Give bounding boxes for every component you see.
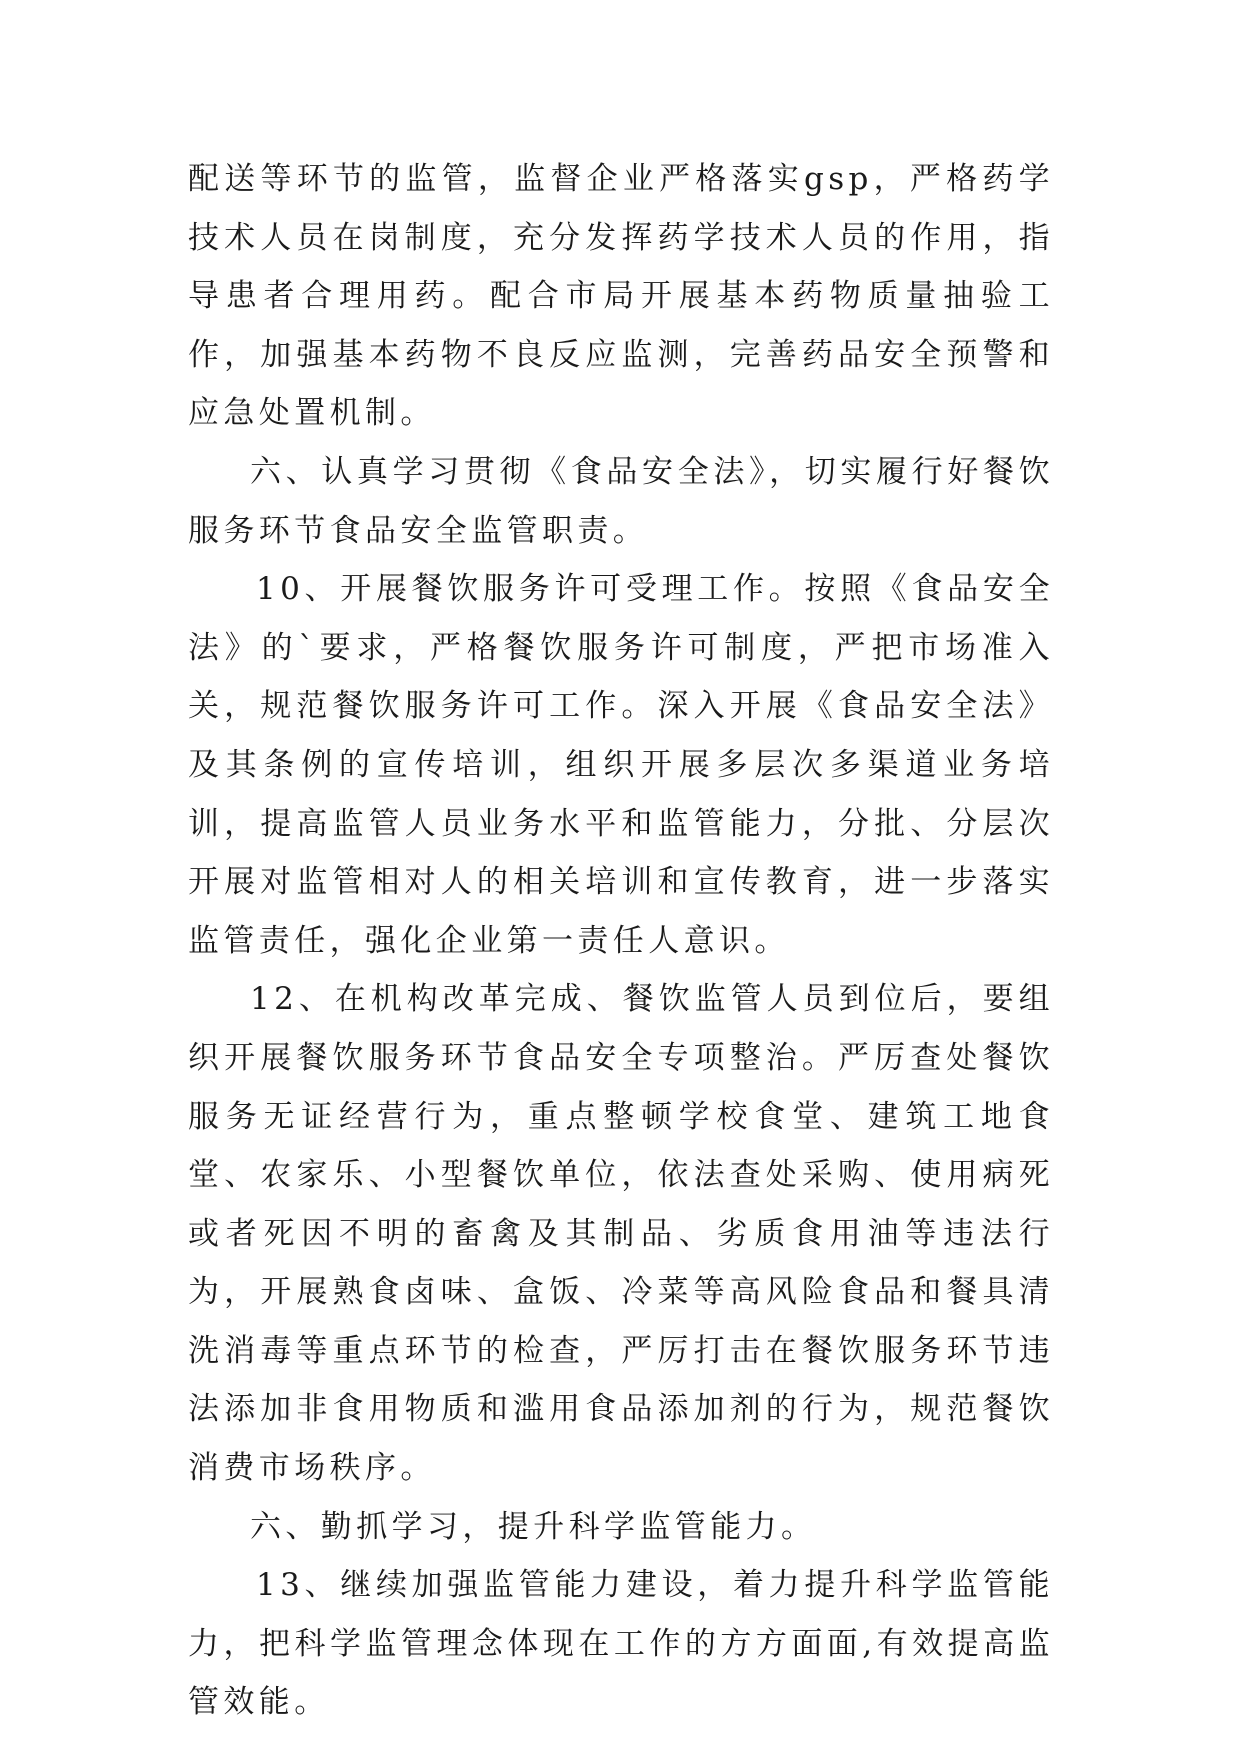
paragraph-section-six-study: 六、勤抓学习，提升科学监管能力。 bbox=[250, 1508, 817, 1545]
paragraph-section-six-food-safety: 六、认真学习贯彻《食品安全法》，切实履行好餐饮服务环节食品安全监管职责。 bbox=[188, 453, 1054, 549]
paragraph-item-13: 13、继续加强监管能力建设，着力提升科学监管能力，把科学监管理念体现在工作的方方面面,有效提高监管效能。 bbox=[188, 1567, 1054, 1721]
document-body bbox=[188, 150, 1054, 1732]
paragraph-continuation: 配送等环节的监管，监督企业严格落实gsp，严格药学技术人员在岗制度，充分发挥药学技术人员的作用，指导患者合理用药。配合市局开展基本药物质量抽验工作，加强基本药物不良反应监测，完善药品安全预警和应急处置机制。 bbox=[188, 161, 1054, 432]
paragraph-item-10: 10、开展餐饮服务许可受理工作。按照《食品安全法》的`要求，严格餐饮服务许可制度，严把市场准入关，规范餐饮服务许可工作。深入开展《食品安全法》及其条例的宣传培训，组织开展多层次多渠道业务培训，提高监管人员业务水平和监管能力，分批、分层次开展对监管相对人的相关培训和宣传教育，进一步落实监管责任，强化企业第一责任人意识。 bbox=[188, 571, 1054, 959]
paragraph-item-12: 12、在机构改革完成、餐饮监管人员到位后，要组织开展餐饮服务环节食品安全专项整治。严厉查处餐饮服务无证经营行为，重点整顿学校食堂、建筑工地食堂、农家乐、小型餐饮单位，依法查处采购、使用病死或者死因不明的畜禽及其制品、劣质食用油等违法行为，开展熟食卤味、盒饭、冷菜等高风险食品和餐具清洗消毒等重点环节的检查，严厉打击在餐饮服务环节违法添加非食用物质和滥用食品添加剂的行为，规范餐饮消费市场秩序。 bbox=[188, 981, 1054, 1487]
